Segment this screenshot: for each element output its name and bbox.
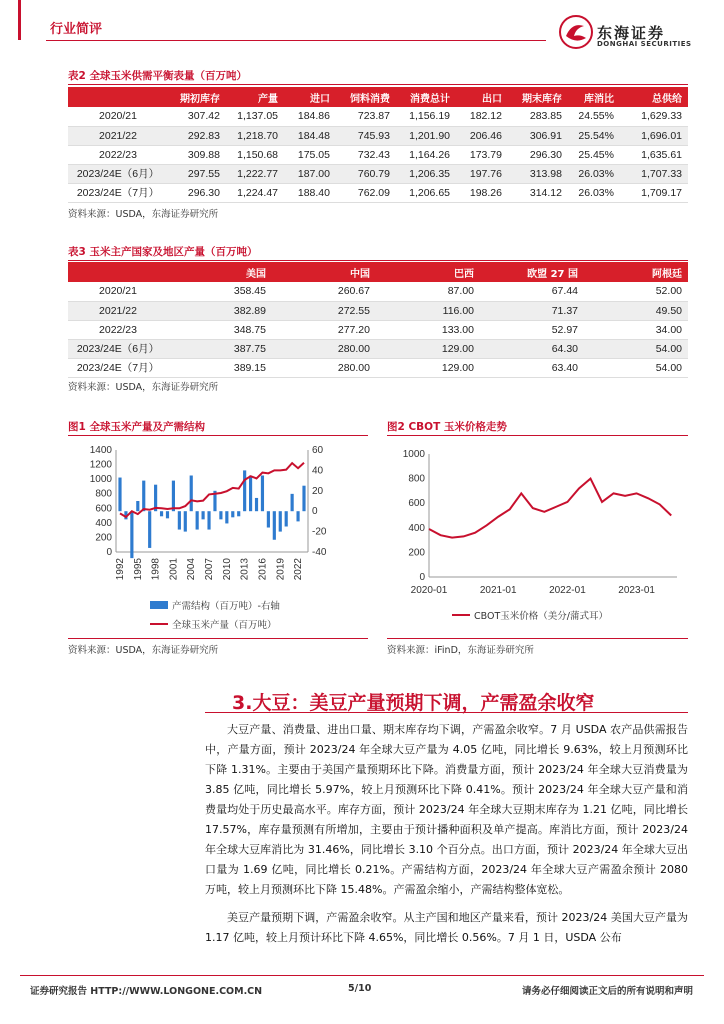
table2-cell: 1,137.05	[226, 107, 284, 126]
table2-cell: 762.09	[336, 183, 396, 202]
bar-mark	[279, 511, 282, 531]
bar-mark	[249, 476, 252, 512]
bar-mark	[178, 511, 181, 529]
bar-mark	[130, 511, 133, 558]
table3-cell: 280.00	[272, 358, 376, 377]
bar-mark	[190, 476, 193, 512]
table2-cell: 25.45%	[568, 145, 620, 164]
report-category: 行业简评	[50, 22, 103, 37]
table2-row	[68, 126, 688, 145]
table2-row	[68, 107, 688, 126]
table2-cell: 198.26	[456, 183, 508, 202]
table3-cell: 2023/24E（6月）	[68, 339, 168, 358]
table2-cell: 1,635.61	[620, 145, 688, 164]
table3-cell: 277.20	[272, 320, 376, 339]
table3-row	[68, 358, 688, 377]
x-tick-label: 2022	[293, 558, 305, 581]
figure2-source: 资料来源：iFinD，东海证券研究所	[387, 645, 534, 656]
y-tick-label: 200	[408, 547, 425, 559]
table3-cell: 71.37	[480, 301, 584, 320]
donghai-logo-icon	[558, 14, 594, 50]
y-left-tick-label: 200	[95, 532, 112, 544]
y-left-tick-label: 1200	[89, 459, 112, 471]
table2-cell: 1,150.68	[226, 145, 284, 164]
table2-cell: 24.55%	[568, 107, 620, 126]
table3-row	[68, 301, 688, 320]
table2-cell: 283.85	[508, 107, 568, 126]
table2-header-row	[68, 87, 688, 107]
table3-cell: 67.44	[480, 282, 584, 301]
table2-cell: 1,201.90	[396, 126, 456, 145]
table2-cell: 1,222.77	[226, 164, 284, 183]
table3-cell: 348.75	[168, 320, 272, 339]
table3-header-cell: 美国	[168, 262, 272, 282]
table3-header-cell: 欧盟 27 国	[480, 262, 584, 282]
table2-header-cell: 进口	[284, 87, 336, 107]
table3-header-row	[68, 262, 688, 282]
table3-header-cell	[68, 262, 168, 282]
table3-source: 资料来源：USDA，东海证券研究所	[68, 382, 219, 393]
x-tick-label: 2013	[239, 558, 251, 581]
bar-mark	[296, 511, 299, 521]
table2-header-cell: 库消比	[568, 87, 620, 107]
table3-row	[68, 320, 688, 339]
table2-cell: 173.79	[456, 145, 508, 164]
logo-subtitle: DONGHAI SECURITIES	[597, 40, 692, 48]
x-tick-label: 1992	[115, 558, 126, 581]
table3-cell: 54.00	[584, 358, 688, 377]
x-tick-label: 2010	[221, 558, 233, 581]
table2-cell: 2022/23	[68, 145, 168, 164]
figure1-source: 资料来源：USDA，东海证券研究所	[68, 645, 219, 656]
table2-cell: 1,707.33	[620, 164, 688, 183]
x-tick-label: 2021-01	[479, 585, 517, 596]
bar-mark	[302, 486, 305, 512]
x-tick-label: 2019	[275, 558, 287, 581]
table2-cell: 1,156.19	[396, 107, 456, 126]
y-left-tick-label: 1400	[89, 445, 112, 456]
y-right-tick-label: -40	[312, 547, 327, 558]
legend-line-swatch	[150, 623, 168, 625]
table3-cell: 2022/23	[68, 320, 168, 339]
table3	[68, 262, 688, 378]
bar-mark	[273, 511, 276, 540]
table2-cell: 1,709.17	[620, 183, 688, 202]
table2-cell: 26.03%	[568, 183, 620, 202]
figure2-chart	[387, 440, 688, 605]
figure2-legend	[452, 608, 608, 622]
x-tick-label: 1998	[150, 558, 162, 581]
x-tick-label: 2022-01	[549, 585, 586, 596]
table3-cell: 387.75	[168, 339, 272, 358]
footer-disclaimer: 请务必仔细阅读正文后的所有说明和声明	[522, 986, 694, 997]
table3-cell: 2020/21	[68, 282, 168, 301]
page-number: 5/10	[348, 983, 372, 994]
table2-cell: 1,696.01	[620, 126, 688, 145]
table2-cell: 292.83	[168, 126, 226, 145]
table2-cell: 1,629.33	[620, 107, 688, 126]
bar-mark	[172, 481, 175, 512]
table2-cell: 1,206.35	[396, 164, 456, 183]
table2-cell: 2023/24E（6月）	[68, 164, 168, 183]
y-tick-label: 0	[419, 572, 425, 583]
table2-title-rule	[68, 84, 688, 85]
table3-cell: 54.00	[584, 339, 688, 358]
table2-cell: 313.98	[508, 164, 568, 183]
figure1-bottom-rule	[68, 638, 368, 639]
footer-rule	[20, 975, 704, 976]
figure1-title: 图1 全球玉米产量及产需结构	[68, 421, 205, 433]
x-tick-label: 1995	[132, 558, 144, 581]
table2-cell: 732.43	[336, 145, 396, 164]
table2-header-cell: 消费总计	[396, 87, 456, 107]
bar-mark	[225, 511, 228, 523]
table3-cell: 133.00	[376, 320, 480, 339]
figure1-legend	[150, 597, 280, 632]
x-tick-label: 2007	[204, 558, 216, 581]
table3-cell: 272.55	[272, 301, 376, 320]
table2-row	[68, 183, 688, 202]
bar-mark	[136, 501, 139, 511]
x-tick-label: 2020-01	[410, 585, 448, 596]
bar-mark	[237, 511, 240, 516]
table2-cell: 723.87	[336, 107, 396, 126]
table2-source: 资料来源：USDA，东海证券研究所	[68, 209, 219, 220]
y-left-tick-label: 600	[95, 503, 112, 515]
y-right-tick-label: -20	[312, 526, 327, 538]
bar-mark	[160, 511, 163, 516]
table2-header-cell: 期初库存	[168, 87, 226, 107]
table2-header-cell: 总供给	[620, 87, 688, 107]
y-left-tick-label: 0	[106, 547, 112, 558]
y-left-tick-label: 800	[95, 488, 112, 500]
table2-cell: 2021/22	[68, 126, 168, 145]
y-tick-label: 600	[408, 498, 425, 510]
figure2-title-rule	[387, 435, 688, 436]
y-right-tick-label: 40	[312, 465, 324, 477]
table2-cell: 306.91	[508, 126, 568, 145]
y-tick-label: 400	[408, 522, 425, 534]
logo-name: 东海证券	[597, 24, 666, 42]
figure2-title: 图2 CBOT 玉米价格走势	[387, 421, 507, 433]
table2-row	[68, 164, 688, 183]
table3-cell: 52.00	[584, 282, 688, 301]
table2-cell: 184.48	[284, 126, 336, 145]
table3-cell: 34.00	[584, 320, 688, 339]
production-line	[120, 463, 304, 517]
table2-cell: 1,218.70	[226, 126, 284, 145]
table3-cell: 2023/24E（7月）	[68, 358, 168, 377]
bar-mark	[207, 511, 210, 529]
x-tick-label: 2004	[186, 558, 198, 581]
table2-cell: 26.03%	[568, 164, 620, 183]
table2-cell: 1,206.65	[396, 183, 456, 202]
bar-mark	[196, 511, 199, 529]
table3-cell: 63.40	[480, 358, 584, 377]
legend-bar-label: 产需结构（百万吨）-右轴	[172, 601, 280, 612]
table3-cell: 260.67	[272, 282, 376, 301]
table2-cell: 760.79	[336, 164, 396, 183]
table3-row	[68, 339, 688, 358]
table2-cell: 175.05	[284, 145, 336, 164]
table2-cell: 206.46	[456, 126, 508, 145]
table3-cell: 389.15	[168, 358, 272, 377]
y-right-tick-label: 60	[312, 445, 324, 456]
table2-header-cell	[68, 87, 168, 107]
table2-cell: 1,164.26	[396, 145, 456, 164]
paragraph-2: 美豆产量预期下调，产需盈余收窄。从主产国和地区产量来看，预计 2023/24 美国大豆产量为 1.17 亿吨，较上月预计环比下降 4.65%，同比增长 0.56%。7 月 1 日，USDA 公布	[205, 911, 688, 944]
footer-left: 证券研究报告 HTTP://WWW.LONGONE.COM.CN	[30, 986, 263, 997]
table2-cell: 307.42	[168, 107, 226, 126]
bar-mark	[285, 511, 288, 526]
table2-cell: 1,224.47	[226, 183, 284, 202]
section-body	[205, 720, 688, 948]
table2-header-cell: 产量	[226, 87, 284, 107]
table2-cell: 184.86	[284, 107, 336, 126]
table3-cell: 87.00	[376, 282, 480, 301]
table2-cell: 2023/24E（7月）	[68, 183, 168, 202]
table3-header-cell: 巴西	[376, 262, 480, 282]
figure1-title-rule	[68, 435, 368, 436]
bar-mark	[148, 511, 151, 548]
table2-header-cell: 饲料消费	[336, 87, 396, 107]
x-tick-label: 2001	[168, 558, 180, 581]
legend-bar-swatch	[150, 601, 168, 609]
table3-title-rule	[68, 260, 688, 261]
table2-cell: 25.54%	[568, 126, 620, 145]
table2-cell: 745.93	[336, 126, 396, 145]
table2-header-cell: 期末库存	[508, 87, 568, 107]
x-tick-label: 2016	[257, 558, 269, 581]
table2-cell: 182.12	[456, 107, 508, 126]
table2-cell: 309.88	[168, 145, 226, 164]
bar-mark	[291, 494, 294, 511]
bar-mark	[118, 478, 121, 512]
table3-title: 表3 玉米主产国家及地区产量（百万吨）	[68, 246, 258, 258]
price-line	[429, 479, 671, 538]
bar-mark	[184, 511, 187, 531]
table3-row	[68, 282, 688, 301]
y-right-tick-label: 20	[312, 485, 324, 497]
bar-mark	[142, 481, 145, 512]
table2-cell: 197.76	[456, 164, 508, 183]
bar-mark	[166, 511, 169, 518]
table2-cell: 187.00	[284, 164, 336, 183]
x-tick-label: 2023-01	[618, 585, 655, 596]
header-accent-bar	[18, 0, 21, 40]
figure1-chart	[68, 440, 368, 600]
y-right-tick-label: 0	[312, 506, 318, 518]
table2-cell: 188.40	[284, 183, 336, 202]
header-rule	[46, 40, 546, 41]
legend-line-label: 全球玉米产量（百万吨）	[172, 620, 277, 631]
y-left-tick-label: 1000	[89, 474, 112, 486]
y-tick-label: 800	[408, 473, 425, 485]
table2-cell: 297.55	[168, 164, 226, 183]
table2-row	[68, 145, 688, 164]
figure2-bottom-rule	[387, 638, 688, 639]
table3-cell: 49.50	[584, 301, 688, 320]
y-tick-label: 1000	[402, 449, 425, 460]
table2-cell: 2020/21	[68, 107, 168, 126]
table3-header-cell: 中国	[272, 262, 376, 282]
bar-mark	[202, 511, 205, 519]
bar-mark	[267, 511, 270, 527]
table3-cell: 2021/22	[68, 301, 168, 320]
table2-cell: 296.30	[508, 145, 568, 164]
table3-cell: 52.97	[480, 320, 584, 339]
table2-cell: 296.30	[168, 183, 226, 202]
bar-mark	[261, 476, 264, 512]
table2-cell: 314.12	[508, 183, 568, 202]
section-rule	[205, 712, 688, 713]
bar-mark	[231, 511, 234, 517]
paragraph-1: 大豆产量、消费量、进出口量、期末库存均下调，产需盈余收窄。7 月 USDA 农产品供需报告中，产量方面，预计 2023/24 年全球大豆产量为 4.05 亿吨，同比增长 9.63%，较上月预测环比下降 1.31%。主要由于美国产量预期环比下降。消费量方面，预计 2023/24 年全球大豆消费量为 3.85 亿吨，同比增长 5.97%，较上月预测环比下降 0.41%。预计 2023/24 年全球大豆产量和消费量均处于历史最高水平。库存方面，预计 2023/24 年全球大豆期末库存为 1.21 亿吨，同比增长 17.57%，库存量预测有所增加，主要由于预计播种面积及单产提高。库消比方面，预计 2023/24 年全球大豆库消比为 31.46%，同比增长 3.10 个百分点。出口方面，预计 2023/24 年全球大豆出口量为 1.69 亿吨，同比增长 0.21%。产需结构方面，2023/24 年全球大豆产需盈余预计 2080 万吨，较上月预测环比下降 15.48%。产需盈余缩小，产需结构整体宽松。	[205, 723, 688, 896]
table3-cell: 358.45	[168, 282, 272, 301]
table3-cell: 280.00	[272, 339, 376, 358]
table3-header-cell: 阿根廷	[584, 262, 688, 282]
bar-mark	[255, 498, 258, 511]
table2	[68, 87, 688, 203]
table3-cell: 129.00	[376, 339, 480, 358]
bar-mark	[243, 470, 246, 511]
table3-cell: 129.00	[376, 358, 480, 377]
section-heading: 3.大豆：美豆产量预期下调，产需盈余收窄	[232, 692, 595, 714]
table2-title: 表2 全球玉米供需平衡表量（百万吨）	[68, 70, 247, 82]
legend2-line-swatch	[452, 614, 470, 616]
y-left-tick-label: 400	[95, 517, 112, 529]
table2-header-cell: 出口	[456, 87, 508, 107]
table3-cell: 64.30	[480, 339, 584, 358]
table3-cell: 382.89	[168, 301, 272, 320]
table3-cell: 116.00	[376, 301, 480, 320]
legend2-line-label: CBOT玉米价格（美分/蒲式耳）	[474, 611, 608, 622]
bar-mark	[219, 511, 222, 519]
